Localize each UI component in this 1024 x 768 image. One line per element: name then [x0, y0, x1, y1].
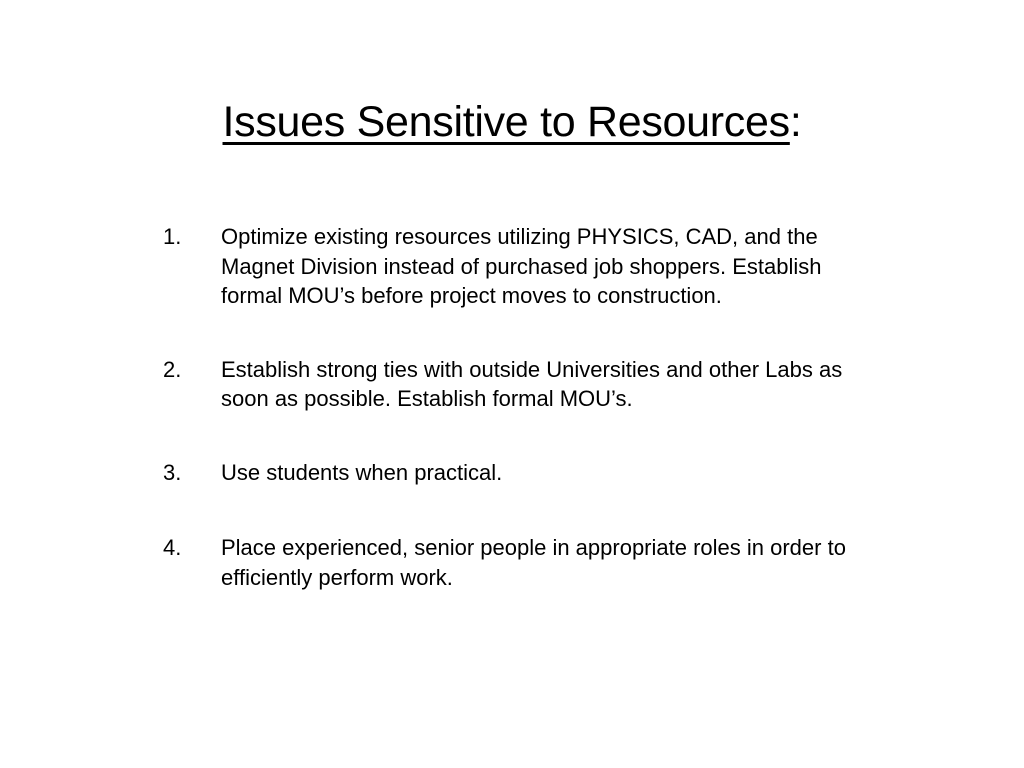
issues-list — [163, 222, 883, 636]
slide-title-text: Issues Sensitive to Resources — [222, 98, 790, 146]
list-item-number: 2. — [163, 356, 182, 382]
list-item-text: Optimize existing resources utilizing PHYSICS, CAD, and the Magnet Division instead of purchased job shoppers. Establish formal MOU’s before project moves to construction. — [221, 224, 822, 308]
list-item-text: Place experienced, senior people in appropriate roles in order to efficiently perform work. — [221, 535, 846, 590]
list-item-text: Establish strong ties with outside Universities and other Labs as soon as possible. Establish formal MOU’s. — [221, 356, 843, 411]
list-item-number: 1. — [163, 224, 182, 249]
list-item — [163, 222, 883, 311]
list-item — [163, 355, 883, 414]
list-item — [163, 533, 883, 592]
slide-title-colon: : — [789, 98, 802, 146]
list-item-text: Use students when practical. — [221, 459, 503, 485]
list-item-number: 3. — [163, 459, 182, 485]
slide-title — [0, 92, 1024, 152]
list-item — [163, 458, 883, 488]
list-item-number: 4. — [163, 535, 182, 560]
